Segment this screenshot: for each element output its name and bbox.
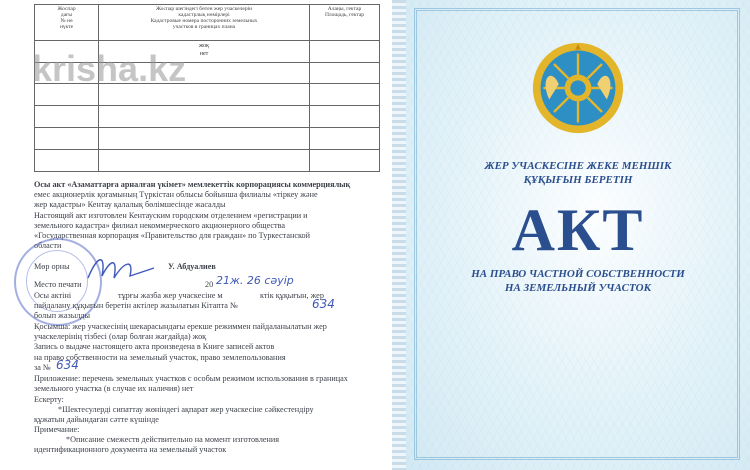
title-ru-line1: НА ПРАВО ЧАСТНОЙ СОБСТВЕННОСТИ xyxy=(471,268,685,280)
text-line: Запись о выдаче настоящего акта произведена в Книге записей актов xyxy=(34,342,275,352)
watermark: krisha.kz xyxy=(32,48,187,89)
text-line: жер кадастры» Кентау қалалық бөлімшесінде жасалды xyxy=(34,200,226,210)
attachment-paragraph xyxy=(34,374,374,394)
note-label-ru: Примечание: xyxy=(34,425,80,434)
signer-name: У. Абдуалиев xyxy=(168,262,216,271)
col-area-header: Алаңы, гектар Площадь, гектар xyxy=(309,5,379,41)
text-line: емес акционерлік қоғамының Түркістан облысы бойынша филиалы «тіркеу және xyxy=(34,190,318,200)
table-cell xyxy=(309,150,379,172)
seal-place-ru: Место печати xyxy=(34,280,82,289)
date-year-prefix: 20 xyxy=(205,280,214,289)
text-line: Приложение: перечень земельных участков с особым режимом использования в границах xyxy=(34,374,348,383)
title-kz-line1: ЖЕР УЧАСКЕСІНЕ ЖЕКЕ МЕНШІК xyxy=(484,160,672,172)
document-spine xyxy=(392,0,406,470)
table-cell xyxy=(35,106,99,128)
seal-place-kz: Мөр орны xyxy=(34,262,70,271)
text-line: *Описание смежеств действительно на момент изготовления xyxy=(66,435,280,444)
col-number-header: Жоспар дағы № нө нүкте xyxy=(35,5,99,41)
table-cell xyxy=(309,84,379,106)
col-cadastral-header: Жоспар шегіндегі бөтен жер учаскелерін кадастрлық нөмірлері Кадастровые номера посторонних земельных участков в границах плана xyxy=(99,5,310,41)
signature xyxy=(84,250,164,284)
text-line: құжатын дайындаған сәтте күшінде xyxy=(34,415,159,425)
table-cell xyxy=(309,128,379,150)
document-title-akt: АКТ xyxy=(511,197,645,263)
text-line: на право собственности на земельный участок, право землепользования xyxy=(34,352,286,362)
text-line: учаскелерінің тізбесі (олар болған жағдайда) жоқ xyxy=(34,332,207,342)
text-line: идентификационного документа на земельный участок xyxy=(34,445,227,455)
table-cell xyxy=(99,106,310,128)
note-ru xyxy=(34,435,406,455)
row-none-ru: нет xyxy=(199,50,209,57)
right-page xyxy=(406,0,750,470)
table-cell xyxy=(99,128,310,150)
record-line-3: болып жазылды xyxy=(34,311,90,320)
text-line: земельного кадастра» филиал некоммерческого акционерного общества xyxy=(34,220,286,230)
table-cell xyxy=(35,128,99,150)
record-number-label: за № xyxy=(34,363,51,372)
record-line-1a: Осы актіні xyxy=(34,291,72,300)
record-line-1c: ктік құқығын, жер xyxy=(260,291,324,300)
text-line: земельного участка (в случае их наличия) нет xyxy=(34,384,194,394)
text-line: *Шектесулерді сипаттау жөніндегі ақпарат жер учаскесіне сәйкестендіру xyxy=(58,405,314,414)
handwritten-book-number: 634 xyxy=(312,297,335,311)
text-line: «Государственная корпорация «Правительство для граждан» по Туркестанской xyxy=(34,231,311,241)
title-kz-line2: ҚҰҚЫҒЫН БЕРЕТІН xyxy=(523,174,633,186)
handwritten-date: 21ж. 26 сәуір xyxy=(216,274,294,287)
table-cell xyxy=(309,40,379,62)
table-cell xyxy=(309,62,379,84)
state-emblem-icon xyxy=(530,40,626,136)
record-line-1b: тұрғы жазба жер учаскесіне м xyxy=(118,291,223,300)
note-kz xyxy=(34,405,398,425)
text-line: Осы акт «Азаматтарға арналған үкімет» мемлекеттік корпорациясы коммерциялық xyxy=(34,180,351,189)
issuing-office-paragraph xyxy=(34,180,374,251)
text-line: области xyxy=(34,241,62,251)
record-line-2: пайдалану құқығын беретін актілер жазылатын Кітапта № xyxy=(34,301,238,310)
handwritten-record-number: 634 xyxy=(56,358,79,372)
text-line: Настоящий акт изготовлен Кентауским городским отделением «регистрации и xyxy=(34,210,308,220)
table-cell xyxy=(35,150,99,172)
text-line: Қосымша: жер учаскесінің шекарасындағы ерекше режиммен пайдаланылатын жер xyxy=(34,322,327,331)
appendix-paragraph xyxy=(34,322,374,363)
note-label-kz: Ескерту: xyxy=(34,395,64,404)
table-cell xyxy=(99,150,310,172)
table-cell xyxy=(309,106,379,128)
title-ru-line2: НА ЗЕМЕЛЬНЫЙ УЧАСТОК xyxy=(504,282,652,294)
row-none-kz: жоқ xyxy=(199,42,209,49)
